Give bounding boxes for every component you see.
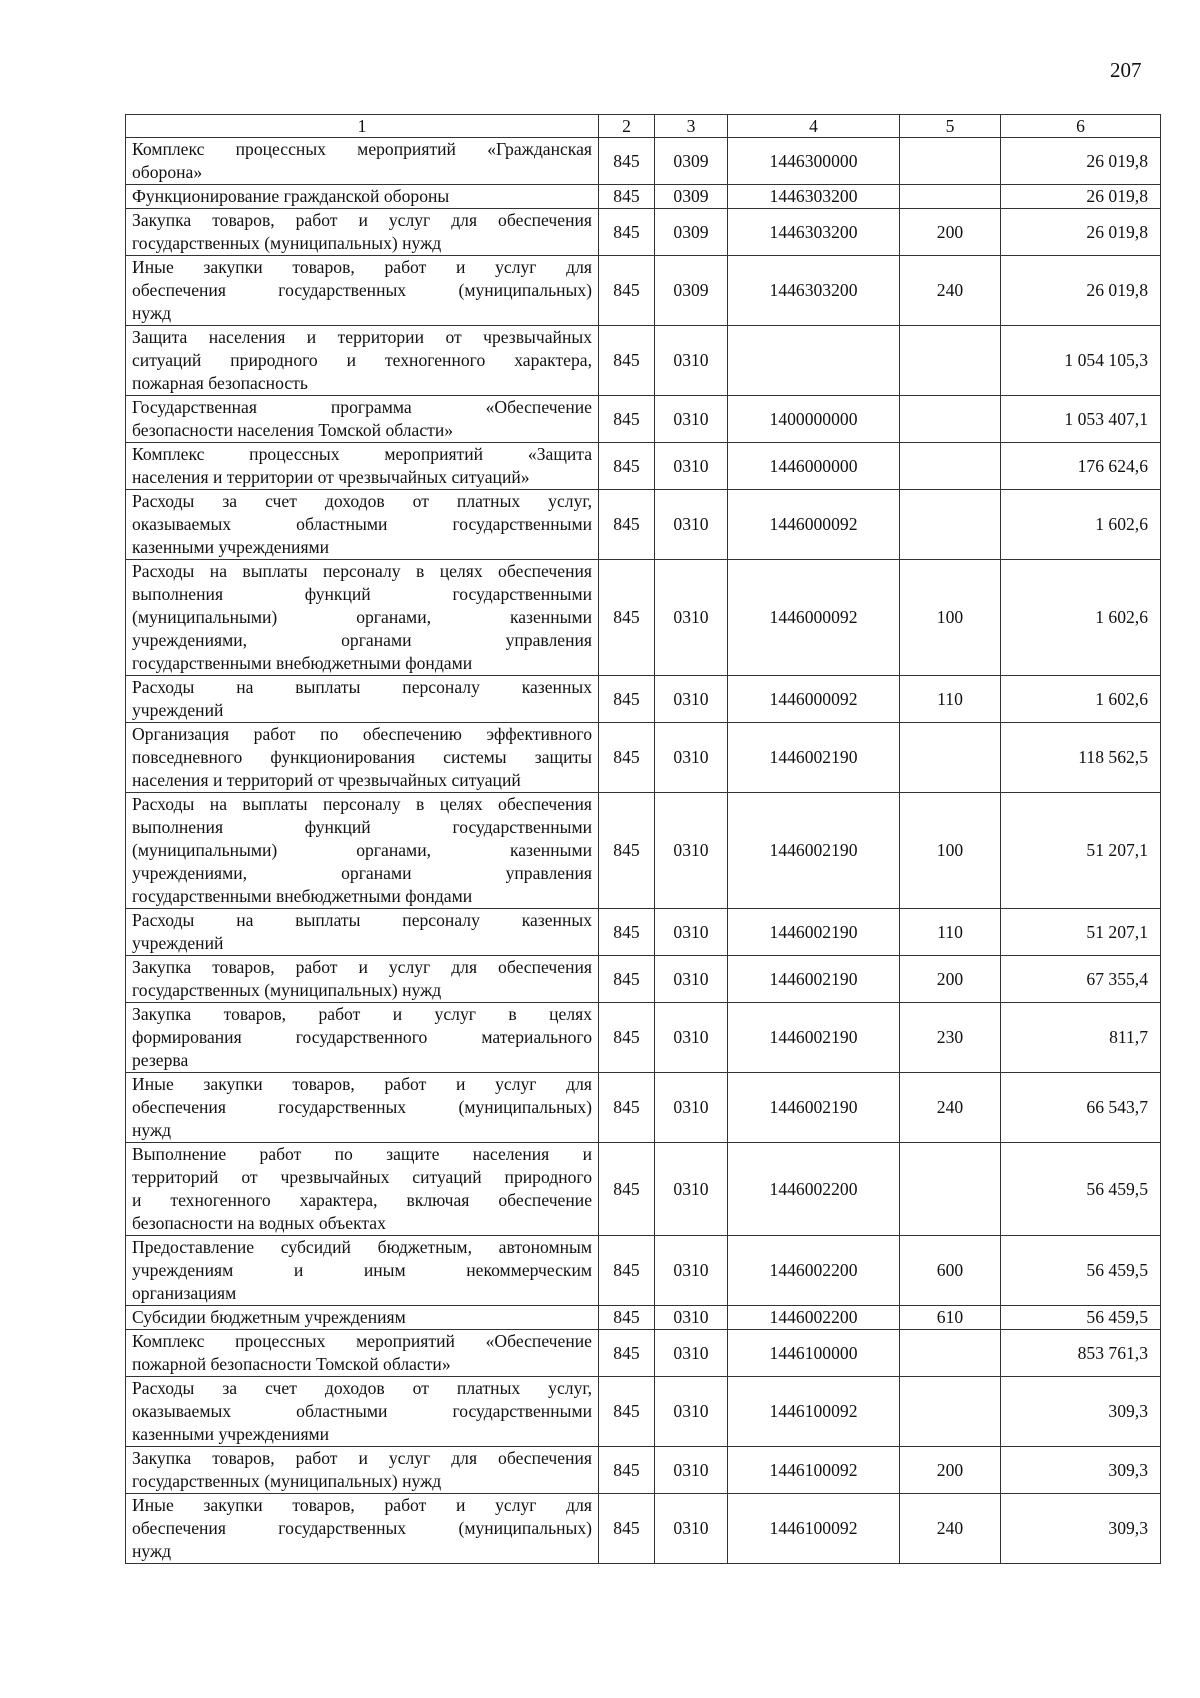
row-col-6-cell: 811,7 (1001, 1003, 1161, 1073)
row-name-line: Иные закупки товаров, работ и услуг для (132, 1495, 592, 1515)
table-row (126, 1306, 1161, 1330)
row-col-2-cell: 845 (599, 560, 655, 676)
row-name-line: выполнения функций государственными (132, 584, 592, 604)
row-name-cell (126, 909, 599, 956)
row-col-3-cell: 0309 (655, 185, 728, 209)
row-col-2-cell: 845 (599, 1447, 655, 1494)
row-col-5-cell (900, 326, 1001, 396)
row-name-cell (126, 396, 599, 443)
row-col-6-cell: 118 562,5 (1001, 723, 1161, 793)
row-col-2-cell: 845 (599, 909, 655, 956)
row-col-6-cell: 309,3 (1001, 1494, 1161, 1564)
table-row (126, 1003, 1161, 1073)
row-col-4-cell: 1446100092 (728, 1377, 900, 1447)
row-col-6-cell: 26 019,8 (1001, 209, 1161, 256)
row-name-line: резерва (132, 1050, 189, 1070)
row-name-line: государственными внебюджетными фондами (132, 653, 473, 673)
row-col-5-cell: 240 (900, 1494, 1001, 1564)
row-col-6-cell: 66 543,7 (1001, 1073, 1161, 1143)
row-col-3-cell: 0310 (655, 1447, 728, 1494)
header-col-3: 3 (655, 115, 728, 138)
table-row (126, 1330, 1161, 1377)
row-col-3-cell: 0310 (655, 1003, 728, 1073)
row-col-6-cell: 1 054 105,3 (1001, 326, 1161, 396)
row-name-line: Расходы на выплаты персоналу казенных (132, 677, 592, 697)
row-name-cell (126, 138, 599, 185)
row-col-2-cell: 845 (599, 443, 655, 490)
row-name-line: ситуаций природного и техногенного характера, (132, 350, 592, 370)
table-row (126, 326, 1161, 396)
row-col-6-cell: 67 355,4 (1001, 956, 1161, 1003)
table-row (126, 909, 1161, 956)
row-name-line: выполнения функций государственными (132, 817, 592, 837)
row-col-3-cell: 0310 (655, 560, 728, 676)
row-name-cell (126, 490, 599, 560)
row-col-4-cell: 1446002200 (728, 1236, 900, 1306)
row-col-5-cell (900, 396, 1001, 443)
row-col-5-cell: 600 (900, 1236, 1001, 1306)
row-col-2-cell: 845 (599, 1330, 655, 1377)
table-row (126, 723, 1161, 793)
row-col-6-cell: 26 019,8 (1001, 185, 1161, 209)
table-row (126, 443, 1161, 490)
row-name-line: Закупка товаров, работ и услуг для обеспечения (132, 957, 592, 977)
row-col-6-cell: 26 019,8 (1001, 138, 1161, 185)
row-col-6-cell: 309,3 (1001, 1447, 1161, 1494)
row-col-3-cell: 0310 (655, 396, 728, 443)
table-body (126, 138, 1161, 1564)
row-name-cell (126, 209, 599, 256)
row-name-cell (126, 185, 599, 209)
row-name-line: Защита населения и территории от чрезвычайных (132, 327, 592, 347)
row-name-line: Иные закупки товаров, работ и услуг для (132, 1074, 592, 1094)
row-col-5-cell (900, 1143, 1001, 1236)
header-col-2: 2 (599, 115, 655, 138)
row-name-line: населения и территории от чрезвычайных ситуаций» (132, 467, 530, 487)
row-col-5-cell: 100 (900, 560, 1001, 676)
row-name-line: обеспечения государственных (муниципальных) (132, 280, 592, 300)
row-col-4-cell: 1446002200 (728, 1143, 900, 1236)
row-name-line: оборона» (132, 162, 203, 182)
row-name-line: Закупка товаров, работ и услуг для обеспечения (132, 1448, 592, 1468)
row-col-4-cell: 1446000092 (728, 560, 900, 676)
row-col-4-cell: 1446300000 (728, 138, 900, 185)
row-name-cell (126, 1377, 599, 1447)
row-name-cell (126, 1236, 599, 1306)
row-col-3-cell: 0309 (655, 138, 728, 185)
row-name-cell (126, 560, 599, 676)
row-name-cell (126, 676, 599, 723)
row-name-cell (126, 1330, 599, 1377)
row-col-4-cell: 1400000000 (728, 396, 900, 443)
row-col-3-cell: 0310 (655, 1073, 728, 1143)
row-col-2-cell: 845 (599, 1003, 655, 1073)
row-col-4-cell: 1446303200 (728, 209, 900, 256)
table-row (126, 1494, 1161, 1564)
row-name-line: Закупка товаров, работ и услуг в целях (132, 1004, 592, 1024)
row-name-line: повседневного функционирования системы защиты (132, 747, 592, 767)
row-name-line: казенными учреждениями (132, 537, 330, 557)
row-col-6-cell: 56 459,5 (1001, 1236, 1161, 1306)
row-col-2-cell: 845 (599, 256, 655, 326)
row-col-5-cell: 200 (900, 209, 1001, 256)
row-name-line: (муниципальными) органами, казенными (132, 607, 592, 627)
budget-table (125, 114, 1161, 1564)
row-col-5-cell (900, 138, 1001, 185)
row-col-2-cell: 845 (599, 326, 655, 396)
row-col-5-cell (900, 1377, 1001, 1447)
row-col-6-cell: 1 602,6 (1001, 490, 1161, 560)
row-name-line: территорий от чрезвычайных ситуаций природного (132, 1167, 592, 1187)
row-col-6-cell: 1 053 407,1 (1001, 396, 1161, 443)
row-col-4-cell: 1446002190 (728, 723, 900, 793)
row-col-2-cell: 845 (599, 676, 655, 723)
row-name-cell (126, 1306, 599, 1330)
row-col-6-cell: 1 602,6 (1001, 676, 1161, 723)
row-name-line: учреждениям и иным некоммерческим (132, 1260, 592, 1280)
row-name-line: государственных (муниципальных) нужд (132, 1471, 442, 1491)
row-col-2-cell: 845 (599, 1143, 655, 1236)
row-name-line: Расходы за счет доходов от платных услуг, (132, 1378, 592, 1398)
row-col-4-cell: 1446002200 (728, 1306, 900, 1330)
row-col-4-cell: 1446002190 (728, 1003, 900, 1073)
row-name-cell (126, 723, 599, 793)
row-col-5-cell (900, 443, 1001, 490)
row-name-line: Выполнение работ по защите населения и (132, 1144, 592, 1164)
row-col-3-cell: 0310 (655, 909, 728, 956)
row-col-3-cell: 0310 (655, 1306, 728, 1330)
row-col-3-cell: 0310 (655, 1330, 728, 1377)
row-name-line: Функционирование гражданской обороны (132, 186, 450, 206)
row-name-line: государственных (муниципальных) нужд (132, 980, 442, 1000)
row-name-line: учреждениями, органами управления (132, 863, 592, 883)
row-name-line: пожарной безопасности Томской области» (132, 1354, 451, 1374)
row-col-2-cell: 845 (599, 396, 655, 443)
table-row (126, 1447, 1161, 1494)
row-name-line: Расходы на выплаты персоналу в целях обеспечения (132, 794, 592, 814)
row-col-5-cell: 230 (900, 1003, 1001, 1073)
table-row (126, 1236, 1161, 1306)
row-col-5-cell (900, 185, 1001, 209)
row-name-line: Предоставление субсидий бюджетным, автономным (132, 1237, 592, 1257)
row-col-6-cell: 51 207,1 (1001, 909, 1161, 956)
table-row (126, 396, 1161, 443)
row-col-2-cell: 845 (599, 1494, 655, 1564)
row-col-6-cell: 56 459,5 (1001, 1143, 1161, 1236)
row-name-line: Комплекс процессных мероприятий «Обеспечение (132, 1331, 592, 1351)
row-col-2-cell: 845 (599, 209, 655, 256)
row-col-6-cell: 51 207,1 (1001, 793, 1161, 909)
row-name-line: Расходы на выплаты персоналу в целях обеспечения (132, 561, 592, 581)
row-col-4-cell: 1446002190 (728, 956, 900, 1003)
row-name-cell (126, 443, 599, 490)
row-col-4-cell: 1446303200 (728, 185, 900, 209)
row-name-cell (126, 1143, 599, 1236)
row-col-5-cell: 110 (900, 909, 1001, 956)
header-col-6: 6 (1001, 115, 1161, 138)
row-col-5-cell (900, 490, 1001, 560)
row-col-2-cell: 845 (599, 185, 655, 209)
row-col-2-cell: 845 (599, 138, 655, 185)
table-row (126, 1377, 1161, 1447)
table-row (126, 256, 1161, 326)
row-col-4-cell: 1446000092 (728, 676, 900, 723)
row-name-line: учреждениями, органами управления (132, 630, 592, 650)
table-row (126, 1143, 1161, 1236)
row-col-6-cell: 309,3 (1001, 1377, 1161, 1447)
row-col-5-cell: 110 (900, 676, 1001, 723)
row-col-5-cell: 100 (900, 793, 1001, 909)
table-row (126, 956, 1161, 1003)
row-name-line: оказываемых областными государственными (132, 1401, 592, 1421)
row-col-4-cell: 1446303200 (728, 256, 900, 326)
row-col-4-cell: 1446000092 (728, 490, 900, 560)
row-col-3-cell: 0310 (655, 490, 728, 560)
row-col-3-cell: 0310 (655, 676, 728, 723)
table-row (126, 185, 1161, 209)
row-name-line: учреждений (132, 700, 224, 720)
row-name-line: населения и территорий от чрезвычайных ситуаций (132, 770, 521, 790)
row-col-2-cell: 845 (599, 490, 655, 560)
row-col-3-cell: 0310 (655, 326, 728, 396)
row-col-3-cell: 0310 (655, 1236, 728, 1306)
row-col-5-cell (900, 723, 1001, 793)
row-col-2-cell: 845 (599, 1073, 655, 1143)
row-col-4-cell: 1446002190 (728, 909, 900, 956)
page-number: 207 (1110, 58, 1142, 82)
row-col-5-cell: 200 (900, 1447, 1001, 1494)
row-name-line: Комплекс процессных мероприятий «Защита (132, 444, 592, 464)
row-name-line: Субсидии бюджетным учреждениям (132, 1307, 406, 1327)
table-row (126, 138, 1161, 185)
row-name-line: оказываемых областными государственными (132, 514, 592, 534)
row-col-6-cell: 176 624,6 (1001, 443, 1161, 490)
row-name-line: (муниципальными) органами, казенными (132, 840, 592, 860)
table-row (126, 1073, 1161, 1143)
row-name-line: обеспечения государственных (муниципальных) (132, 1097, 592, 1117)
row-name-cell (126, 1494, 599, 1564)
header-col-1: 1 (126, 115, 599, 138)
row-name-line: пожарная безопасность (132, 373, 308, 393)
row-name-line: Расходы на выплаты персоналу казенных (132, 910, 592, 930)
row-name-cell (126, 793, 599, 909)
table-row (126, 676, 1161, 723)
row-name-line: безопасности населения Томской области» (132, 420, 454, 440)
row-name-line: Комплекс процессных мероприятий «Гражданская (132, 139, 592, 159)
row-name-line: нужд (132, 1541, 172, 1561)
table-row (126, 209, 1161, 256)
row-col-4-cell: 1446000000 (728, 443, 900, 490)
row-col-3-cell: 0309 (655, 256, 728, 326)
row-col-4-cell: 1446100092 (728, 1494, 900, 1564)
row-name-line: Закупка товаров, работ и услуг для обеспечения (132, 210, 592, 230)
row-col-4-cell (728, 326, 900, 396)
row-name-line: государственными внебюджетными фондами (132, 886, 473, 906)
header-row (126, 115, 1161, 138)
row-col-2-cell: 845 (599, 956, 655, 1003)
row-name-cell (126, 1003, 599, 1073)
row-name-line: безопасности на водных объектах (132, 1213, 386, 1233)
row-col-5-cell: 240 (900, 256, 1001, 326)
table-row (126, 793, 1161, 909)
row-col-6-cell: 26 019,8 (1001, 256, 1161, 326)
row-col-4-cell: 1446100000 (728, 1330, 900, 1377)
row-col-3-cell: 0310 (655, 956, 728, 1003)
row-col-5-cell (900, 1330, 1001, 1377)
row-col-4-cell: 1446100092 (728, 1447, 900, 1494)
row-col-3-cell: 0310 (655, 1143, 728, 1236)
row-col-3-cell: 0309 (655, 209, 728, 256)
row-col-3-cell: 0310 (655, 1377, 728, 1447)
row-name-line: Государственная программа «Обеспечение (132, 397, 592, 417)
row-name-line: нужд (132, 1120, 172, 1140)
row-col-5-cell: 240 (900, 1073, 1001, 1143)
row-col-5-cell: 200 (900, 956, 1001, 1003)
row-name-cell (126, 1447, 599, 1494)
table-row (126, 490, 1161, 560)
row-col-2-cell: 845 (599, 723, 655, 793)
row-name-line: нужд (132, 303, 172, 323)
row-col-3-cell: 0310 (655, 443, 728, 490)
header-col-4: 4 (728, 115, 900, 138)
row-name-line: обеспечения государственных (муниципальных) (132, 1518, 592, 1538)
row-name-line: государственных (муниципальных) нужд (132, 233, 442, 253)
row-name-cell (126, 326, 599, 396)
row-name-line: организациям (132, 1283, 237, 1303)
row-name-line: и техногенного характера, включая обеспечение (132, 1190, 592, 1210)
row-name-cell (126, 256, 599, 326)
row-col-6-cell: 853 761,3 (1001, 1330, 1161, 1377)
row-name-line: формирования государственного материального (132, 1027, 592, 1047)
row-name-cell (126, 956, 599, 1003)
row-name-line: Расходы за счет доходов от платных услуг, (132, 491, 592, 511)
header-col-5: 5 (900, 115, 1001, 138)
row-col-6-cell: 56 459,5 (1001, 1306, 1161, 1330)
row-name-cell (126, 1073, 599, 1143)
row-col-2-cell: 845 (599, 1306, 655, 1330)
row-col-3-cell: 0310 (655, 1494, 728, 1564)
row-col-6-cell: 1 602,6 (1001, 560, 1161, 676)
row-name-line: учреждений (132, 933, 224, 953)
row-col-5-cell: 610 (900, 1306, 1001, 1330)
row-name-line: казенными учреждениями (132, 1424, 330, 1444)
row-col-4-cell: 1446002190 (728, 1073, 900, 1143)
row-col-2-cell: 845 (599, 1236, 655, 1306)
table-row (126, 560, 1161, 676)
row-name-line: Организация работ по обеспечению эффективного (132, 724, 592, 744)
row-col-2-cell: 845 (599, 1377, 655, 1447)
row-name-line: Иные закупки товаров, работ и услуг для (132, 257, 592, 277)
row-col-3-cell: 0310 (655, 793, 728, 909)
row-col-3-cell: 0310 (655, 723, 728, 793)
row-col-4-cell: 1446002190 (728, 793, 900, 909)
row-col-2-cell: 845 (599, 793, 655, 909)
